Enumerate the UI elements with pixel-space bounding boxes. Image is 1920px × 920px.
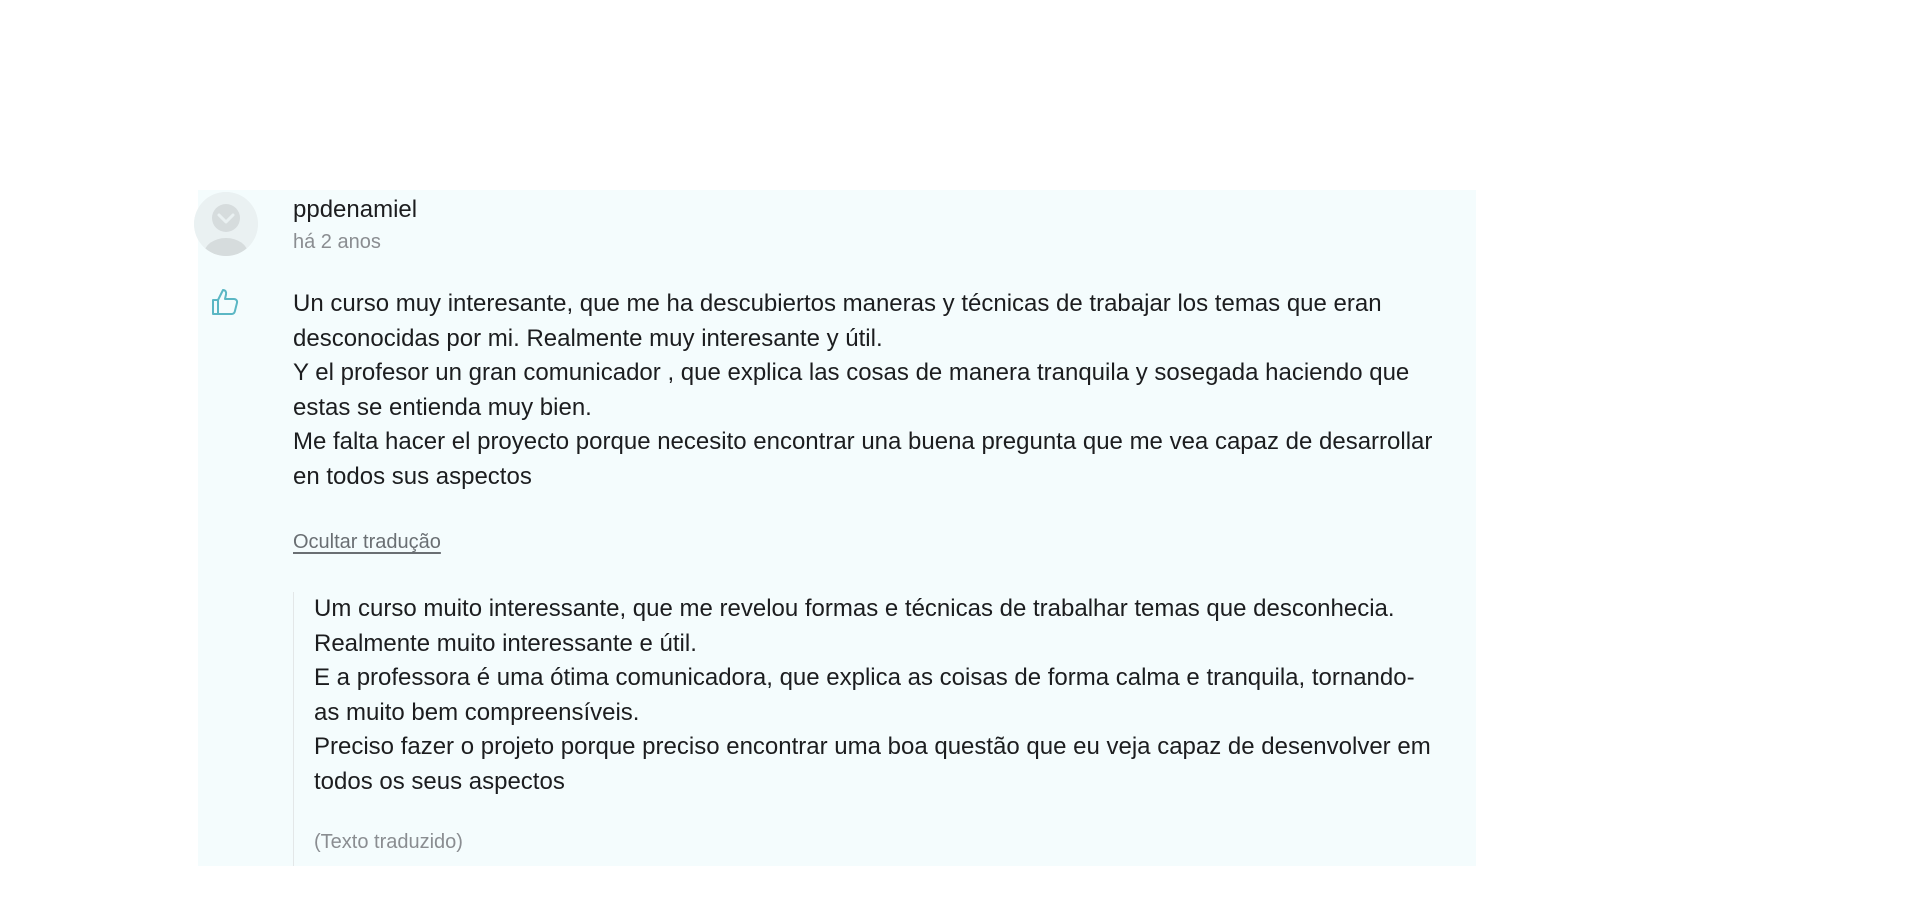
translation-line: E a professora é uma ótima comunicadora, que explica as coisas de forma calma e tranquila, tornando-as muito bem compreensíveis. [314, 664, 1415, 726]
hide-translation-link[interactable]: Ocultar tradução [293, 531, 441, 553]
user-avatar-icon-graphic [194, 192, 258, 256]
original-line: Un curso muy interesante, que me ha descubiertos maneras y técnicas de trabajar los temas que eran desconocidas por mi. Realmente muy interesante y útil. [293, 290, 1382, 352]
review-time: há 2 anos [293, 231, 381, 253]
translation-line: Preciso fazer o projeto porque preciso encontrar uma boa questão que eu veja capaz de desenvolver em todos os seus aspectos [314, 733, 1431, 795]
translated-note: (Texto traduzido) [314, 831, 463, 853]
translation-line: Um curso muito interessante, que me revelou formas e técnicas de trabalhar temas que desconhecia. Realmente muito interessante e útil. [314, 595, 1395, 657]
thumbs-up-icon [209, 286, 241, 318]
like-button[interactable] [208, 285, 242, 319]
review-author: ppdenamiel [293, 196, 418, 223]
original-line: Me falta hacer el proyecto porque necesito encontrar una buena pregunta que me vea capaz de desarrollar en todos sus aspectos [293, 428, 1433, 490]
translation-block [293, 592, 1444, 866]
review-translated-text [314, 592, 1434, 799]
review-original-text [293, 287, 1443, 494]
user-avatar-icon [194, 192, 258, 256]
original-line: Y el profesor un gran comunicador , que explica las cosas de manera tranquila y sosegada haciendo que estas se entienda muy bien. [293, 359, 1410, 421]
